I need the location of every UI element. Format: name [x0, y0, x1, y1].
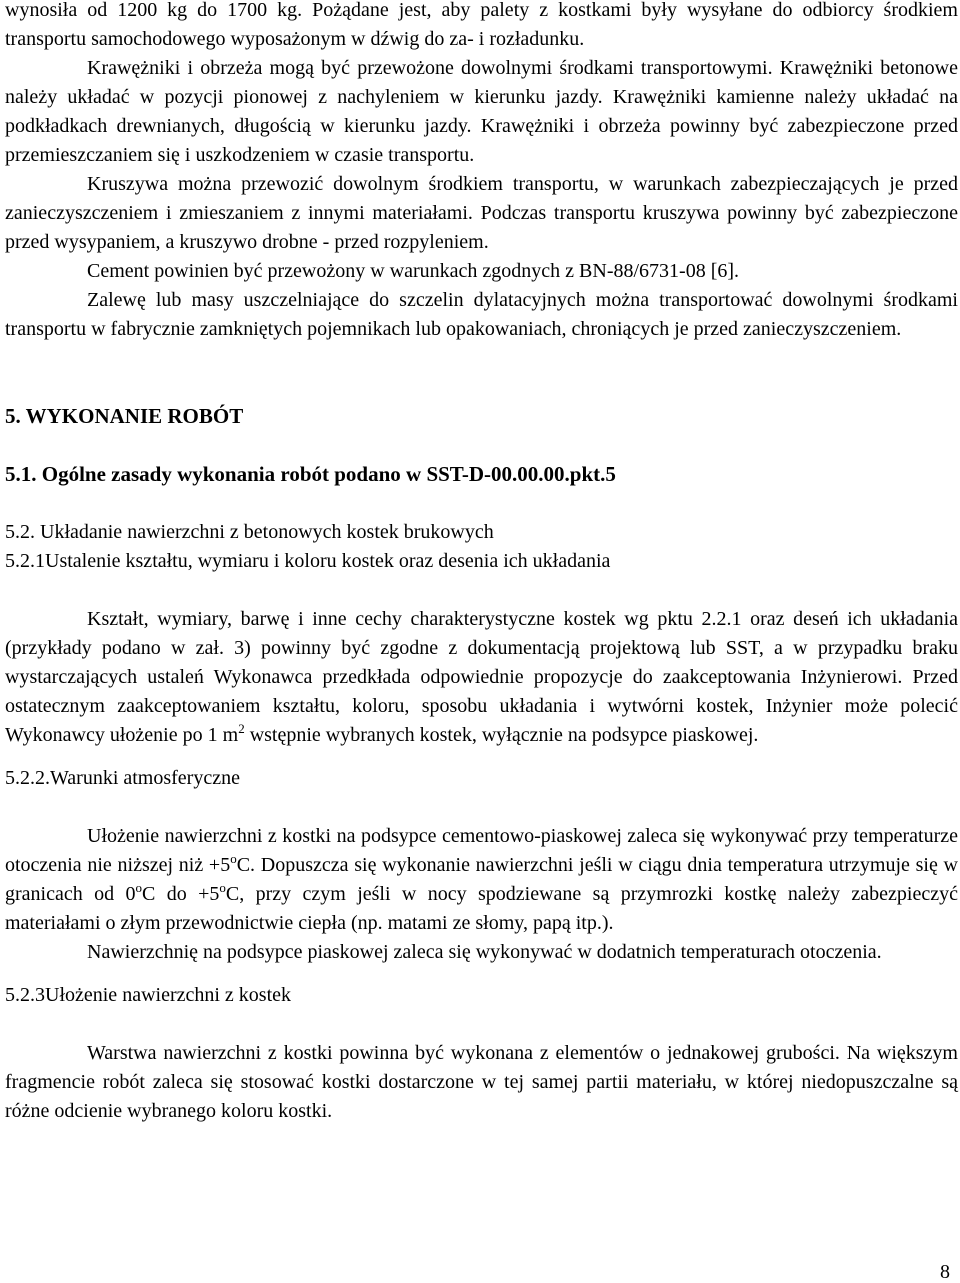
heading-section-5: 5. WYKONANIE ROBÓT	[5, 404, 244, 428]
heading-section-5-2-3: 5.2.3Ułożenie nawierzchni z kostek	[5, 984, 292, 1006]
paragraph-transport-pallets: wynosiła od 1200 kg do 1700 kg. Pożądane jest, aby palety z kostkami były wysyłane do odbiorcy środkiem transportu samochodowego wyposażonym w dźwig do za- i rozładunku.	[5, 0, 958, 50]
heading-section-5-2: 5.2. Układanie nawierzchni z betonowych kostek brukowych	[5, 521, 494, 543]
text-shape-after: wstępnie wybranych kostek, wyłącznie na podsypce piaskowej.	[244, 724, 759, 746]
superscript-degree-3: o	[219, 880, 226, 895]
paragraph-cement-transport: Cement powinien być przewożony w warunkach zgodnych z BN-88/6731-08 [6].	[87, 260, 740, 282]
paragraph-weather	[5, 822, 958, 938]
document-page	[5, 0, 958, 1126]
heading-section-5-2-2: 5.2.2.Warunki atmosferyczne	[5, 767, 240, 789]
paragraph-shape-color	[5, 605, 958, 750]
heading-section-5-2-1: 5.2.1Ustalenie kształtu, wymiaru i koloru kostek oraz desenia ich układania	[5, 550, 611, 572]
superscript-square: 2	[238, 721, 245, 736]
text-weather-d: C, przy czym jeśli w nocy spodziewane są przymrozki kostkę należy zabezpieczyć materiałami o złym przewodnictwie ciepła (np. matami ze słomy, papą itp.).	[5, 883, 958, 934]
heading-section-5-1: 5.1. Ogólne zasady wykonania robót podano w SST-D-00.00.00.pkt.5	[5, 462, 616, 486]
paragraph-sealant-transport: Zalewę lub masy uszczelniające do szczelin dylatacyjnych można transportować dowolnymi środkami transportu w fabrycznie zamkniętych pojemnikach lub opakowaniach, chroniących je przed zanieczyszczeniem.	[5, 289, 958, 340]
paragraph-sand-bedding: Nawierzchnię na podsypce piaskowej zaleca się wykonywać w dodatnich temperaturach otoczenia.	[87, 941, 882, 963]
paragraph-curbs-transport: Krawężniki i obrzeża mogą być przewożone dowolnymi środkami transportowymi. Krawężniki betonowe należy układać w pozycji pionowej z nachyleniem w kierunku jazdy. Krawężniki kamienne należy układać na podkładkach drewnianych, długością w kierunku jazdy. Krawężniki i obrzeża powinny być zabezpieczone przed przemieszczaniem się i uszkodzeniem w czasie transportu.	[5, 57, 958, 166]
text-weather-b: C. Dopuszcza się wykonanie nawierzchni jeśli w ciągu dnia temperatura utrzymuje się w granicach od 0	[5, 854, 959, 905]
text-weather-c: C do +5	[141, 883, 220, 905]
superscript-degree-2: o	[135, 880, 142, 895]
paragraph-aggregate-transport: Kruszywa można przewozić dowolnym środkiem transportu, w warunkach zabezpieczających je przed zanieczyszczeniem i zmieszaniem z innymi materiałami. Podczas transportu kruszywa powinny być zabezpieczone przed wysypaniem, a kruszywo drobne - przed rozpyleniem.	[5, 173, 958, 253]
paragraph-layer-laying: Warstwa nawierzchni z kostki powinna być wykonana z elementów o jednakowej grubości. Na większym fragmencie robót zaleca się stosować kostki dostarczone w tej samej partii materiału, w której niedopuszczalne są różne odcienie wybranego koloru kostki.	[5, 1042, 958, 1122]
superscript-degree-1: o	[230, 851, 237, 866]
text-shape-before: Kształt, wymiary, barwę i inne cechy charakterystyczne kostek wg pktu 2.2.1 oraz deseń ich układania (przykłady podano w zał. 3) powinny być zgodne z dokumentacją projektową lub SST, a w przypadku braku wystarczających ustaleń Wykonawca przedkłada odpowiednie propozycje do zaakceptowania Inżynierowi. Przed ostatecznym zaakceptowaniem kształtu, koloru, sposobu układania i wytwórni kostek, Inżynier może polecić Wykonawcy ułożenie po 1 m	[5, 608, 958, 746]
text-weather-a: Ułożenie nawierzchni z kostki na podsypce cementowo-piaskowej zaleca się wykonywać przy temperaturze otoczenia nie niższej niż +5	[5, 825, 958, 876]
page-number: 8	[940, 1261, 950, 1283]
